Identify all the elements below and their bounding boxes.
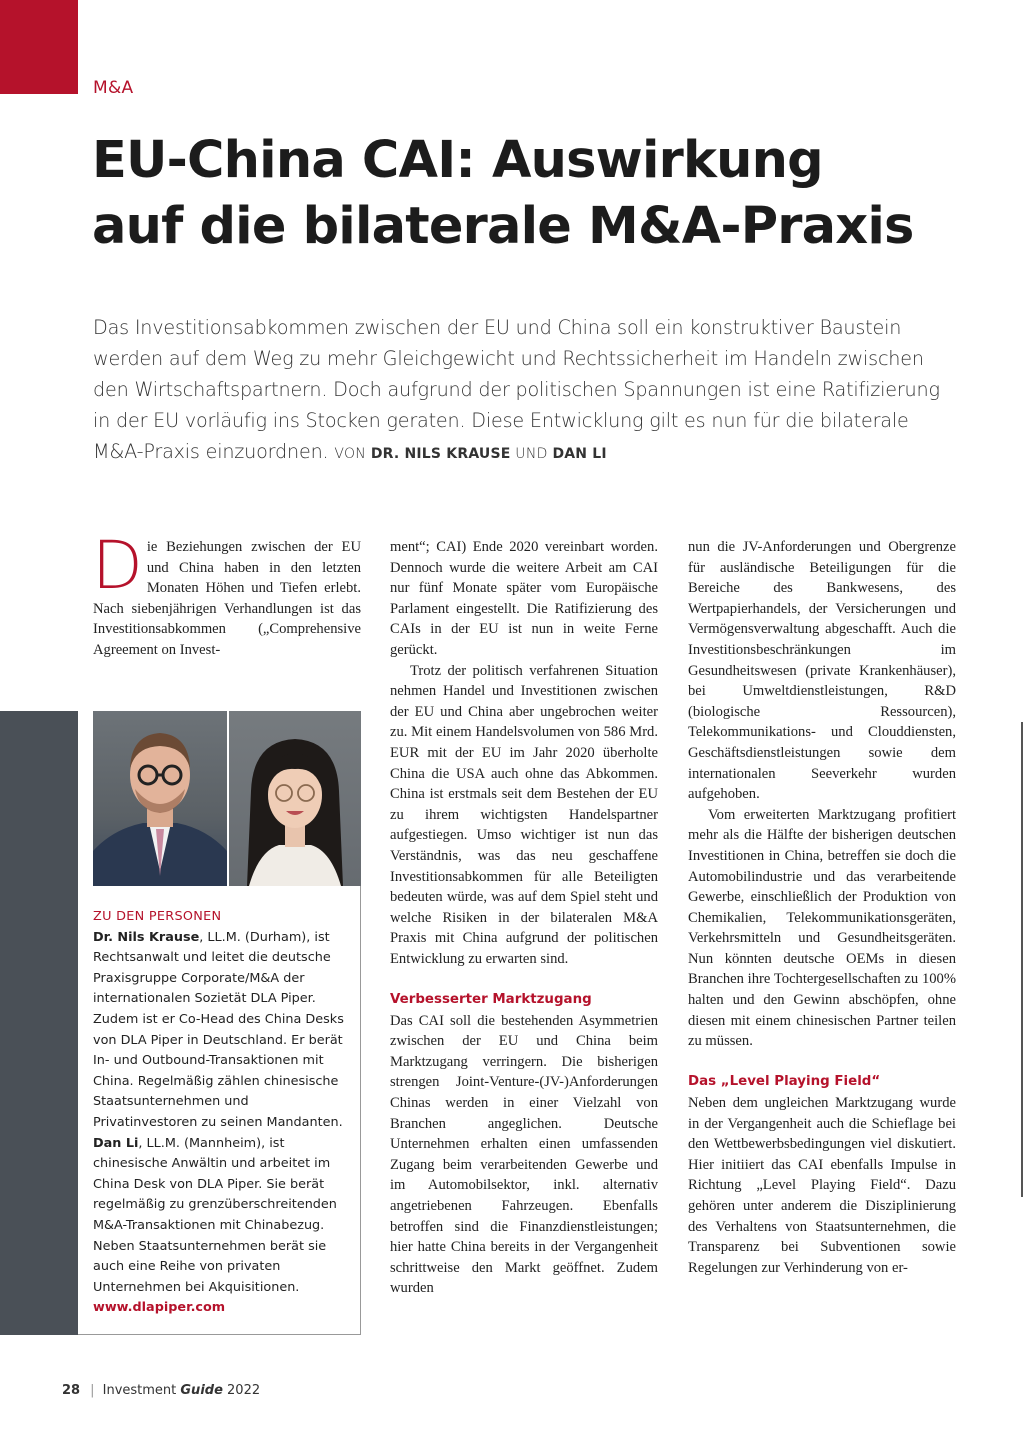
subheading-marktzugang: Verbesserter Marktzugang	[390, 992, 592, 1008]
col2-paragraph-3: Das CAI soll die bestehenden Asymmetrien zwischen der EU und China beim Marktzugang verringern. Die bisherigen strengen Joint-Venture-(JV-)Anforderungen Chinas werden in einer Vielzahl von Branchen angeglichen. Deutsche Unternehmen erhalten einen umfassenden Zugang beim verarbeitenden Gewerbe und im Automobilsektor, inkl. alternativ angetriebenen Fahrzeugen. Ebenfalls betroffen sind die Finanzdienstleistungen; hier hatte China bereits in der Vergangenheit schrittweise den Markt geöffnet. Zudem wurden	[390, 1012, 658, 1297]
bio-heading: ZU DEN PERSONEN	[93, 909, 222, 924]
footer-separator: |	[90, 1383, 95, 1398]
lead-text: Das Investitionsabkommen zwischen der EU und China soll ein konstruktiver Baustein werden auf dem Weg zu mehr Gleichgewicht und Rechtssicherheit im Handeln zwischen den Wirtschaftspartnern. Doch aufgrund der politischen Spannungen ist eine Ratifizierung in der EU vorläufig ins Stocken geraten. Diese Entwicklung gilt es nun für die bilaterale M&A-Praxis einzuordnen.	[93, 316, 940, 463]
publication-year: 2022	[222, 1383, 261, 1398]
bio-text-1: , LL.M. (Durham), ist Rechtsanwalt und leitet die deutsche Praxisgruppe Corporate/M&A der internationalen Sozietät DLA Piper. Zudem ist er Co-Head des China Desks von DLA Piper in Deutschland. Er berät In- und Outbound-Transaktionen mit China. Regelmäßig zählen chinesische Staatsunternehmen und Privatinvestoren zu seinen Mandanten.	[93, 929, 344, 1130]
col2-paragraph-2: Trotz der politisch verfahrenen Situation nehmen Handel und Investitionen zwischen der EU und China aber ungebrochen weiter zu. Mit einem Handelsvolumen von 586 Mrd. EUR mit der EU im Jahr 2020 überholte China die USA auch ohne das Abkommen. China ist erstmals seit dem Bestehen der EU zu ihrem wichtigsten Handelspartner aufgestiegen. Umso wichtiger ist nun das Verständnis, was das neu geschaffene Investitionsabkommen für alle Beteiligten bedeuten würde, was auf dem Spiel steht und welche Risiken in der bilateralen M&A Praxis mit China aufgrund der politischen Entwicklung zu erwarten sind.	[390, 662, 658, 967]
publication-prefix: Investment	[102, 1383, 181, 1398]
publication-guide: Guide	[180, 1383, 223, 1398]
article-column-1	[92, 527, 361, 661]
portrait-female-icon	[229, 711, 361, 886]
byline-von: VON	[334, 446, 371, 462]
byline-author-1: DR. NILS KRAUSE	[370, 446, 511, 462]
author-bios	[93, 907, 353, 1319]
article-column-2	[390, 537, 658, 1299]
author-photo-nils-krause	[93, 711, 227, 886]
byline-author-2: DAN LI	[552, 446, 607, 462]
author-photo-dan-li	[229, 711, 361, 886]
byline-und: UND	[510, 446, 553, 462]
title-line-1: EU-China CAI: Auswirkung	[92, 131, 823, 190]
article-title	[92, 128, 992, 260]
bio-dan-li	[93, 1134, 353, 1299]
title-line-2: auf die bilaterale M&A-Praxis	[92, 197, 914, 256]
col3-paragraph-3: Neben dem ungleichen Marktzugang wurde in der Vergangenheit auch die Schieflage bei den Wettbewerbsbedingungen viel diskutiert. Hier initiiert das CAI ebenfalls Impulse in Richtung „Level Playing Field“. Dazu gehören unter anderem die Disziplinierung des Verhaltens von Staatsunternehmen, die Transparenz bei Subventionen sowie Regelungen zur Verhinderung von er-	[688, 1095, 956, 1276]
section-category: M&A	[93, 78, 134, 98]
drop-cap: D	[92, 527, 143, 604]
col2-paragraph-1: ment“; CAI) Ende 2020 vereinbart worden. Dennoch wurde die weitere Arbeit am CAI nur fünf Monate später vom Europäische Parlament eingestellt. Die Ratifizierung des CAIs in der EU ist nun in weite Ferne gerückt.	[390, 539, 658, 658]
portrait-male-icon	[93, 711, 227, 886]
sidebar-gray-bar	[0, 711, 78, 1335]
subheading-level-playing-field: Das „Level Playing Field“	[688, 1074, 881, 1090]
red-corner-block	[0, 0, 78, 94]
col3-paragraph-1: nun die JV-Anforderungen und Obergrenze für ausländische Beteiligungen für die Bereiche des Bankwesens, des Wertpapierhandels, der Versicherungen und Vermögensverwaltung abgeschafft. Auch die Investitionsbeschränkungen im Gesundheitswesen (private Krankenhäuser), bei Umweltdienstleistungen, R&D (biologische Ressourcen), Telekommunikations- und Clouddiensten, Geschäftsdienstleistungen sowie dem internationalen Seeverkehr wurden aufgehoben.	[688, 539, 956, 803]
article-lead	[93, 312, 953, 470]
page-number: 28	[62, 1383, 81, 1398]
col3-paragraph-2: Vom erweiterten Marktzugang profitiert mehr als die Hälfte der bisherigen deutschen Investitionen in China, betreffen sie doch die Automobilindustrie und das verarbeitende Gewerbe, einschließlich der Produktion von Chemikalien, Telekommunikationsgeräten, Verkehrsmitteln und Gesundheitsgeräten. Nun könnten deutsche OEMs in diesen Branchen ihre Tochtergesellschaften zu 100% halten und den Gewinn abschöpfen, ohne diesen mit einem chinesischen Partner teilen zu müssen.	[688, 806, 956, 1050]
bio-name-2: Dan Li	[93, 1135, 139, 1151]
col1-paragraph-1: ie Beziehungen zwischen der EU und China haben in den letzten Monaten Höhen und Tiefen erlebt. Nach siebenjährigen Verhandlungen ist das Investitionsabkommen („Comprehensive Agreement on Invest-	[93, 539, 361, 658]
bio-name-1: Dr. Nils Krause	[93, 929, 200, 945]
article-column-3	[688, 537, 956, 1278]
bio-nils-krause	[93, 928, 353, 1134]
bio-text-2: , LL.M. (Mannheim), ist chinesische Anwältin und arbeitet im China Desk von DLA Piper. Sie berät regelmäßig zu grenzüberschreitenden M&A-Transaktionen mit Chinabezug. Neben Staatsunternehmen berät sie auch eine Reihe von privaten Unternehmen bei Akquisitionen.	[93, 1135, 337, 1295]
website-link[interactable]: www.dlapiper.com	[93, 1300, 226, 1316]
page-footer	[62, 1383, 260, 1398]
page-edge-line	[1021, 722, 1023, 1197]
